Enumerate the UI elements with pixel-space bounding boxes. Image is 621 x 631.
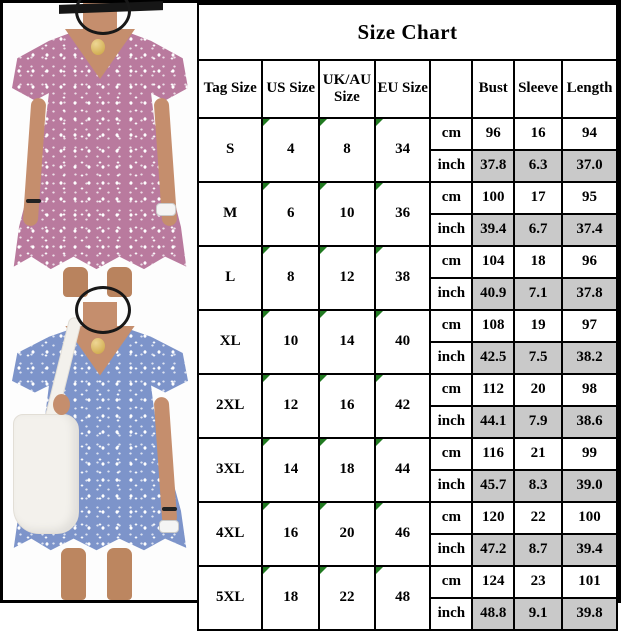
bust-cm-3xl: 116 (472, 438, 514, 470)
us-size-cell-s: 4 (262, 118, 319, 182)
length-cm-5xl: 101 (562, 566, 617, 598)
unit-inch-label-5xl: inch (430, 598, 472, 630)
sleeve-cm-l: 18 (514, 246, 562, 278)
length-cm-m: 95 (562, 182, 617, 214)
unit-cm-label-5xl: cm (430, 566, 472, 598)
sleeve-inch-xl: 7.5 (514, 342, 562, 374)
us-size-cell-5xl: 18 (262, 566, 319, 630)
length-inch-4xl: 39.4 (562, 534, 617, 566)
unit-cm-label-3xl: cm (430, 438, 472, 470)
unit-inch-label-l: inch (430, 278, 472, 310)
us-size-cell-m: 6 (262, 182, 319, 246)
sleeve-cm-xl: 19 (514, 310, 562, 342)
eu-size-cell-5xl: 48 (375, 566, 431, 630)
model-leg-right (107, 548, 132, 600)
eu-size-cell-xl: 40 (375, 310, 431, 374)
bust-inch-s: 37.8 (472, 150, 514, 182)
size-row-3xl-cm (198, 438, 617, 470)
sleeve-inch-m: 6.7 (514, 214, 562, 246)
unit-inch-label-3xl: inch (430, 470, 472, 502)
sleeve-inch-l: 7.1 (514, 278, 562, 310)
tag-size-cell-l: L (198, 246, 262, 310)
unit-inch-label-xl: inch (430, 342, 472, 374)
wrist-watch (156, 203, 176, 216)
model-hand (53, 394, 70, 415)
col-header-bust: Bust (472, 60, 514, 118)
sleeve-inch-4xl: 8.7 (514, 534, 562, 566)
length-cm-3xl: 99 (562, 438, 617, 470)
sleeve-inch-2xl: 7.9 (514, 406, 562, 438)
us-size-cell-4xl: 16 (262, 502, 319, 566)
ukau-size-cell-5xl: 22 (319, 566, 375, 630)
sleeve-inch-s: 6.3 (514, 150, 562, 182)
bust-inch-m: 39.4 (472, 214, 514, 246)
sleeve-cm-2xl: 20 (514, 374, 562, 406)
size-chart-title: Size Chart (198, 4, 617, 60)
length-cm-xl: 97 (562, 310, 617, 342)
bust-inch-2xl: 44.1 (472, 406, 514, 438)
unit-inch-label-s: inch (430, 150, 472, 182)
ukau-size-cell-4xl: 20 (319, 502, 375, 566)
length-inch-2xl: 38.6 (562, 406, 617, 438)
unit-cm-label-2xl: cm (430, 374, 472, 406)
col-header-tag-size: Tag Size (198, 60, 262, 118)
eu-size-cell-l: 38 (375, 246, 431, 310)
size-row-xl-cm (198, 310, 617, 342)
unit-cm-label-m: cm (430, 182, 472, 214)
ukau-size-cell-m: 10 (319, 182, 375, 246)
tag-size-cell-3xl: 3XL (198, 438, 262, 502)
us-size-cell-2xl: 12 (262, 374, 319, 438)
size-row-4xl-cm (198, 502, 617, 534)
unit-inch-label-2xl: inch (430, 406, 472, 438)
col-header-eu-size: EU Size (375, 60, 431, 118)
eu-size-cell-m: 36 (375, 182, 431, 246)
sleeve-cm-4xl: 22 (514, 502, 562, 534)
tag-size-cell-m: M (198, 182, 262, 246)
tag-size-cell-2xl: 2XL (198, 374, 262, 438)
length-inch-5xl: 39.8 (562, 598, 617, 630)
ukau-size-cell-l: 12 (319, 246, 375, 310)
size-chart-table (197, 3, 618, 631)
bust-inch-l: 40.9 (472, 278, 514, 310)
size-row-m-cm (198, 182, 617, 214)
unit-cm-label-l: cm (430, 246, 472, 278)
sleeve-cm-m: 17 (514, 182, 562, 214)
bust-inch-5xl: 48.8 (472, 598, 514, 630)
unit-cm-label-4xl: cm (430, 502, 472, 534)
us-size-cell-xl: 10 (262, 310, 319, 374)
length-cm-l: 96 (562, 246, 617, 278)
eu-size-cell-4xl: 46 (375, 502, 431, 566)
bust-cm-l: 104 (472, 246, 514, 278)
bust-cm-xl: 108 (472, 310, 514, 342)
col-header-sleeve: Sleeve (514, 60, 562, 118)
model-leg-left (61, 548, 86, 600)
size-row-l-cm (198, 246, 617, 278)
necklace-pendant (91, 39, 105, 55)
size-row-5xl-cm (198, 566, 617, 598)
length-inch-s: 37.0 (562, 150, 617, 182)
wrist-watch (159, 520, 179, 533)
bust-cm-s: 96 (472, 118, 514, 150)
eu-size-cell-3xl: 44 (375, 438, 431, 502)
eu-size-cell-2xl: 42 (375, 374, 431, 438)
eu-size-cell-s: 34 (375, 118, 431, 182)
col-header-us-size: US Size (262, 60, 319, 118)
sleeve-inch-5xl: 9.1 (514, 598, 562, 630)
bracelet (162, 507, 177, 511)
length-inch-l: 37.8 (562, 278, 617, 310)
unit-cm-label-xl: cm (430, 310, 472, 342)
col-header-ukau-size: UK/AU Size (319, 60, 375, 118)
sleeve-cm-3xl: 21 (514, 438, 562, 470)
tag-size-cell-4xl: 4XL (198, 502, 262, 566)
bust-cm-4xl: 120 (472, 502, 514, 534)
unit-cm-label-s: cm (430, 118, 472, 150)
product-photo-pink-dress (3, 3, 197, 302)
tag-size-cell-xl: XL (198, 310, 262, 374)
ukau-size-cell-2xl: 16 (319, 374, 375, 438)
sleeve-inch-3xl: 8.3 (514, 470, 562, 502)
unit-inch-label-4xl: inch (430, 534, 472, 566)
bust-cm-5xl: 124 (472, 566, 514, 598)
ukau-size-cell-xl: 14 (319, 310, 375, 374)
tag-size-cell-5xl: 5XL (198, 566, 262, 630)
col-header-length: Length (562, 60, 617, 118)
us-size-cell-l: 8 (262, 246, 319, 310)
sleeve-cm-s: 16 (514, 118, 562, 150)
ukau-size-cell-3xl: 18 (319, 438, 375, 502)
col-header-unit (430, 60, 472, 118)
ukau-size-cell-s: 8 (319, 118, 375, 182)
size-row-2xl-cm (198, 374, 617, 406)
necklace-pendant (91, 338, 105, 354)
length-cm-2xl: 98 (562, 374, 617, 406)
product-photos-column (3, 3, 197, 600)
bust-inch-4xl: 47.2 (472, 534, 514, 566)
title-row (198, 4, 617, 60)
tag-size-cell-s: S (198, 118, 262, 182)
necklace-cord (75, 286, 131, 334)
bracelet (26, 199, 41, 203)
length-cm-s: 94 (562, 118, 617, 150)
us-size-cell-3xl: 14 (262, 438, 319, 502)
length-inch-m: 37.4 (562, 214, 617, 246)
bust-cm-m: 100 (472, 182, 514, 214)
bust-inch-3xl: 45.7 (472, 470, 514, 502)
sleeve-cm-5xl: 23 (514, 566, 562, 598)
length-cm-4xl: 100 (562, 502, 617, 534)
column-header-row (198, 60, 617, 118)
length-inch-xl: 38.2 (562, 342, 617, 374)
bust-inch-xl: 42.5 (472, 342, 514, 374)
unit-inch-label-m: inch (430, 214, 472, 246)
product-photo-blue-dress (3, 302, 197, 601)
tote-bag (13, 414, 79, 534)
size-row-s-cm (198, 118, 617, 150)
bust-cm-2xl: 112 (472, 374, 514, 406)
length-inch-3xl: 39.0 (562, 470, 617, 502)
